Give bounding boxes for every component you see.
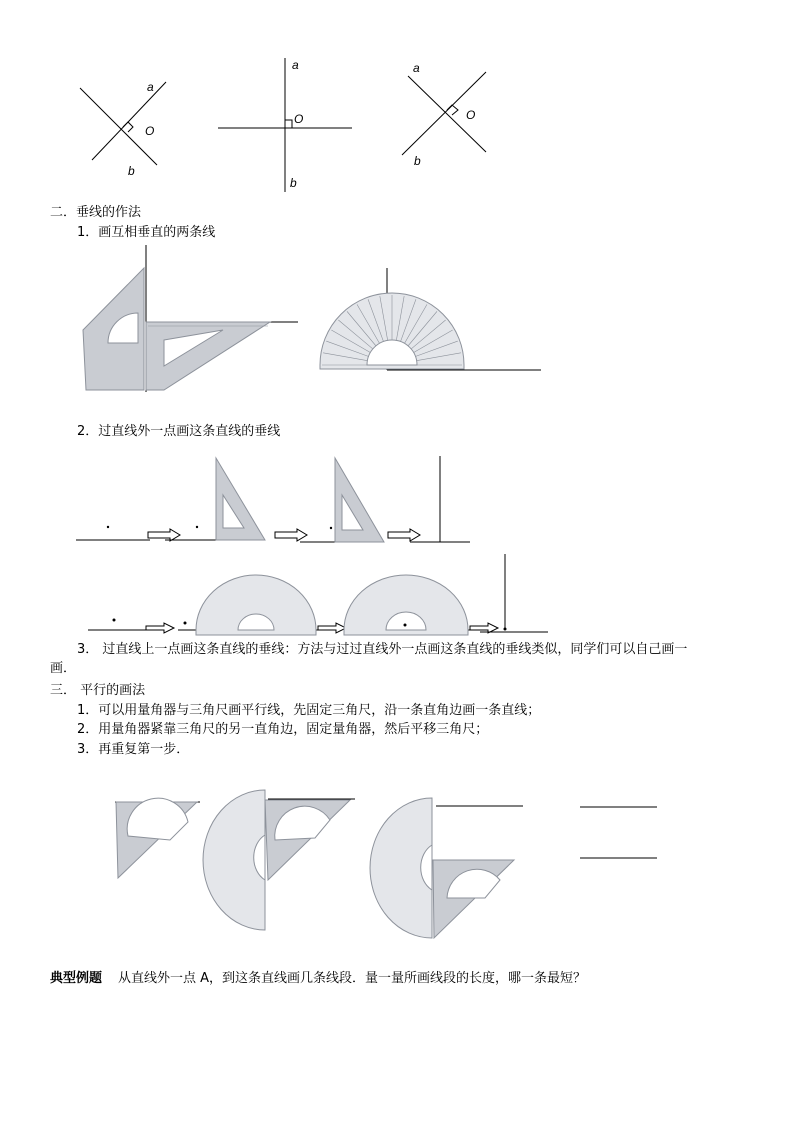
- example-label: 典型例题: [50, 971, 103, 986]
- section3-step1: 1．可以用量角器与三角尺画平行线，先固定三角尺，沿一条直角边画一条直线；: [77, 703, 541, 718]
- fig2-label-o: O: [294, 112, 304, 126]
- point-to-line-row2: [0, 550, 794, 640]
- section2-item2: 2．过直线外一点画这条直线的垂线: [77, 424, 281, 439]
- section2-item3-cont: 画．: [50, 661, 77, 676]
- fig1-label-a: a: [147, 80, 154, 94]
- fig1-label-b: b: [128, 164, 135, 178]
- example-question: 从直线外一点 A，到这条直线画几条线段．量一量所画线段的长度，哪一条最短？: [118, 971, 587, 986]
- section3-title: 三． 平行的画法: [50, 683, 146, 698]
- fig3-label-a: a: [413, 61, 420, 75]
- fig2-label-b: b: [290, 176, 297, 190]
- protractor-figure: [315, 265, 555, 385]
- fig3-label-b: b: [414, 154, 421, 168]
- fig2-label-a: a: [292, 58, 299, 72]
- section2-item1: 1．画互相垂直的两条线: [77, 225, 216, 240]
- section3-step3: 3．再重复第一步．: [77, 742, 190, 757]
- section3-step2: 2．用量角器紧靠三角尺的另一直角边，固定量角器，然后平移三角尺；: [77, 722, 489, 737]
- section2-title: 二．垂线的作法: [50, 205, 142, 220]
- perpendicular-figure-3: [0, 0, 794, 210]
- point-to-line-row1: [0, 450, 794, 550]
- fig3-label-o: O: [466, 108, 476, 122]
- parallel-lines-figure: [0, 780, 794, 940]
- fig1-label-o: O: [145, 124, 155, 138]
- section2-item3: 3． 过直线上一点画这条直线的垂线：方法与过过直线外一点画这条直线的垂线类似，同学们可以自己画一: [77, 642, 688, 657]
